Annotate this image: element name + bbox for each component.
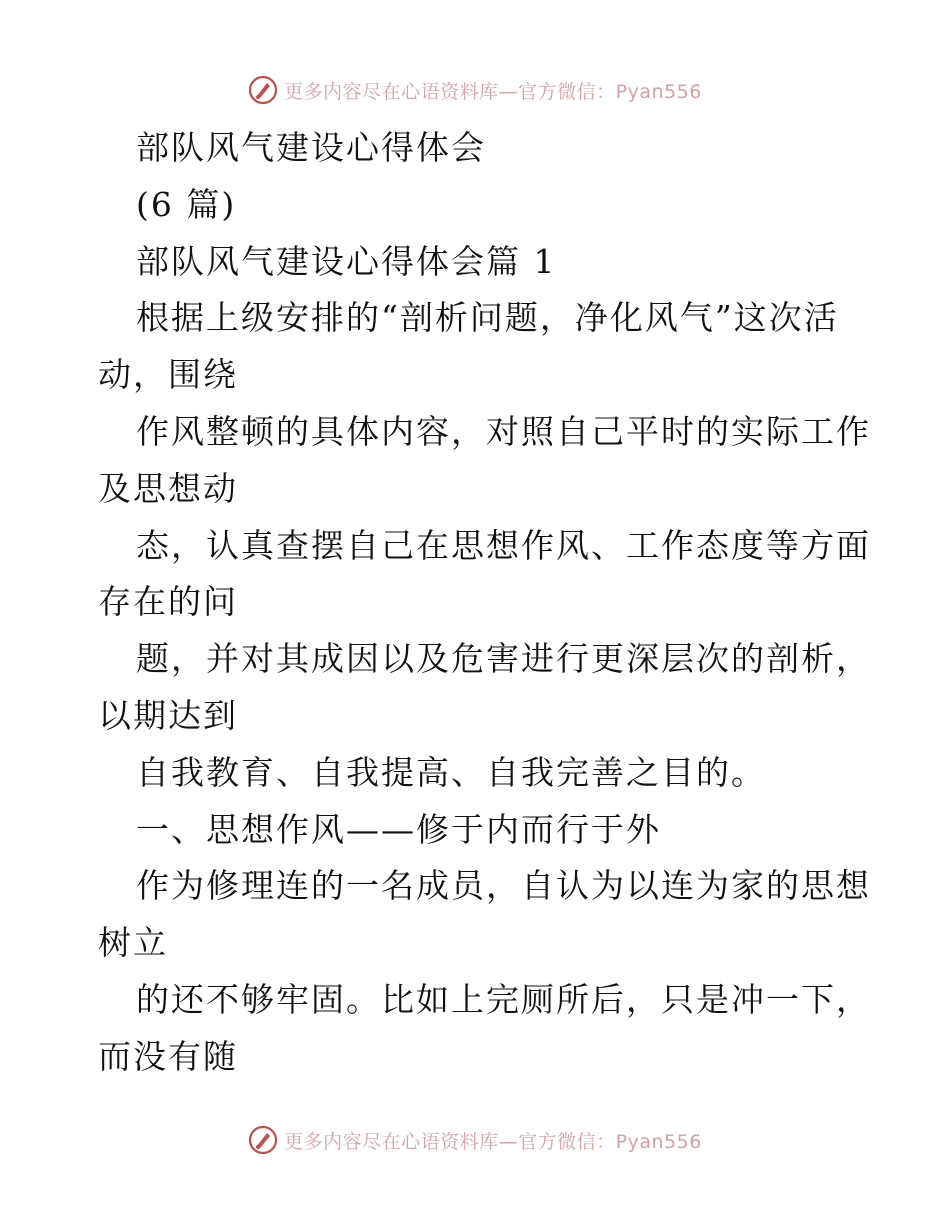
pen-nib-logo-icon [248,75,278,105]
text-line: 而没有随 [98,1036,238,1076]
text-line: 以期达到 [98,695,238,735]
header-banner [0,70,950,110]
text-line: 自我教育、自我提高、自我完善之目的。 [136,752,766,792]
footer-banner-text: 更多内容尽在心语资料库—官方微信：Pyan556 [284,1130,702,1153]
text-line: 作风整顿的具体内容，对照自己平时的实际工作 [136,411,871,451]
text-line: (6 篇) [136,184,237,224]
header-banner-text: 更多内容尽在心语资料库—官方微信：Pyan556 [284,80,702,103]
text-line: 题，并对其成因以及危害进行更深层次的剖析， [136,639,871,679]
text-line: 部队风气建设心得体会 [136,128,486,167]
text-line: 根据上级安排的“剖析问题，净化风气”这次活 [136,298,839,338]
text-line: 存在的问 [98,582,238,622]
footer-banner [0,1120,950,1160]
text-line: 的还不够牢固。比如上完厕所后，只是冲一下， [136,979,871,1019]
text-line: 动，围绕 [98,355,238,395]
text-line: 部队风气建设心得体会篇 1 [136,241,557,281]
text-line: 一、思想作风——修于内而行于外 [136,809,661,849]
text-line: 作为修理连的一名成员，自认为以连为家的思想 [136,866,871,906]
pen-nib-logo-icon [248,1125,278,1155]
text-line: 及思想动 [98,468,238,508]
document-body [98,120,871,1086]
text-line: 树立 [98,923,168,963]
text-line: 态，认真查摆自己在思想作风、工作态度等方面 [136,525,871,565]
